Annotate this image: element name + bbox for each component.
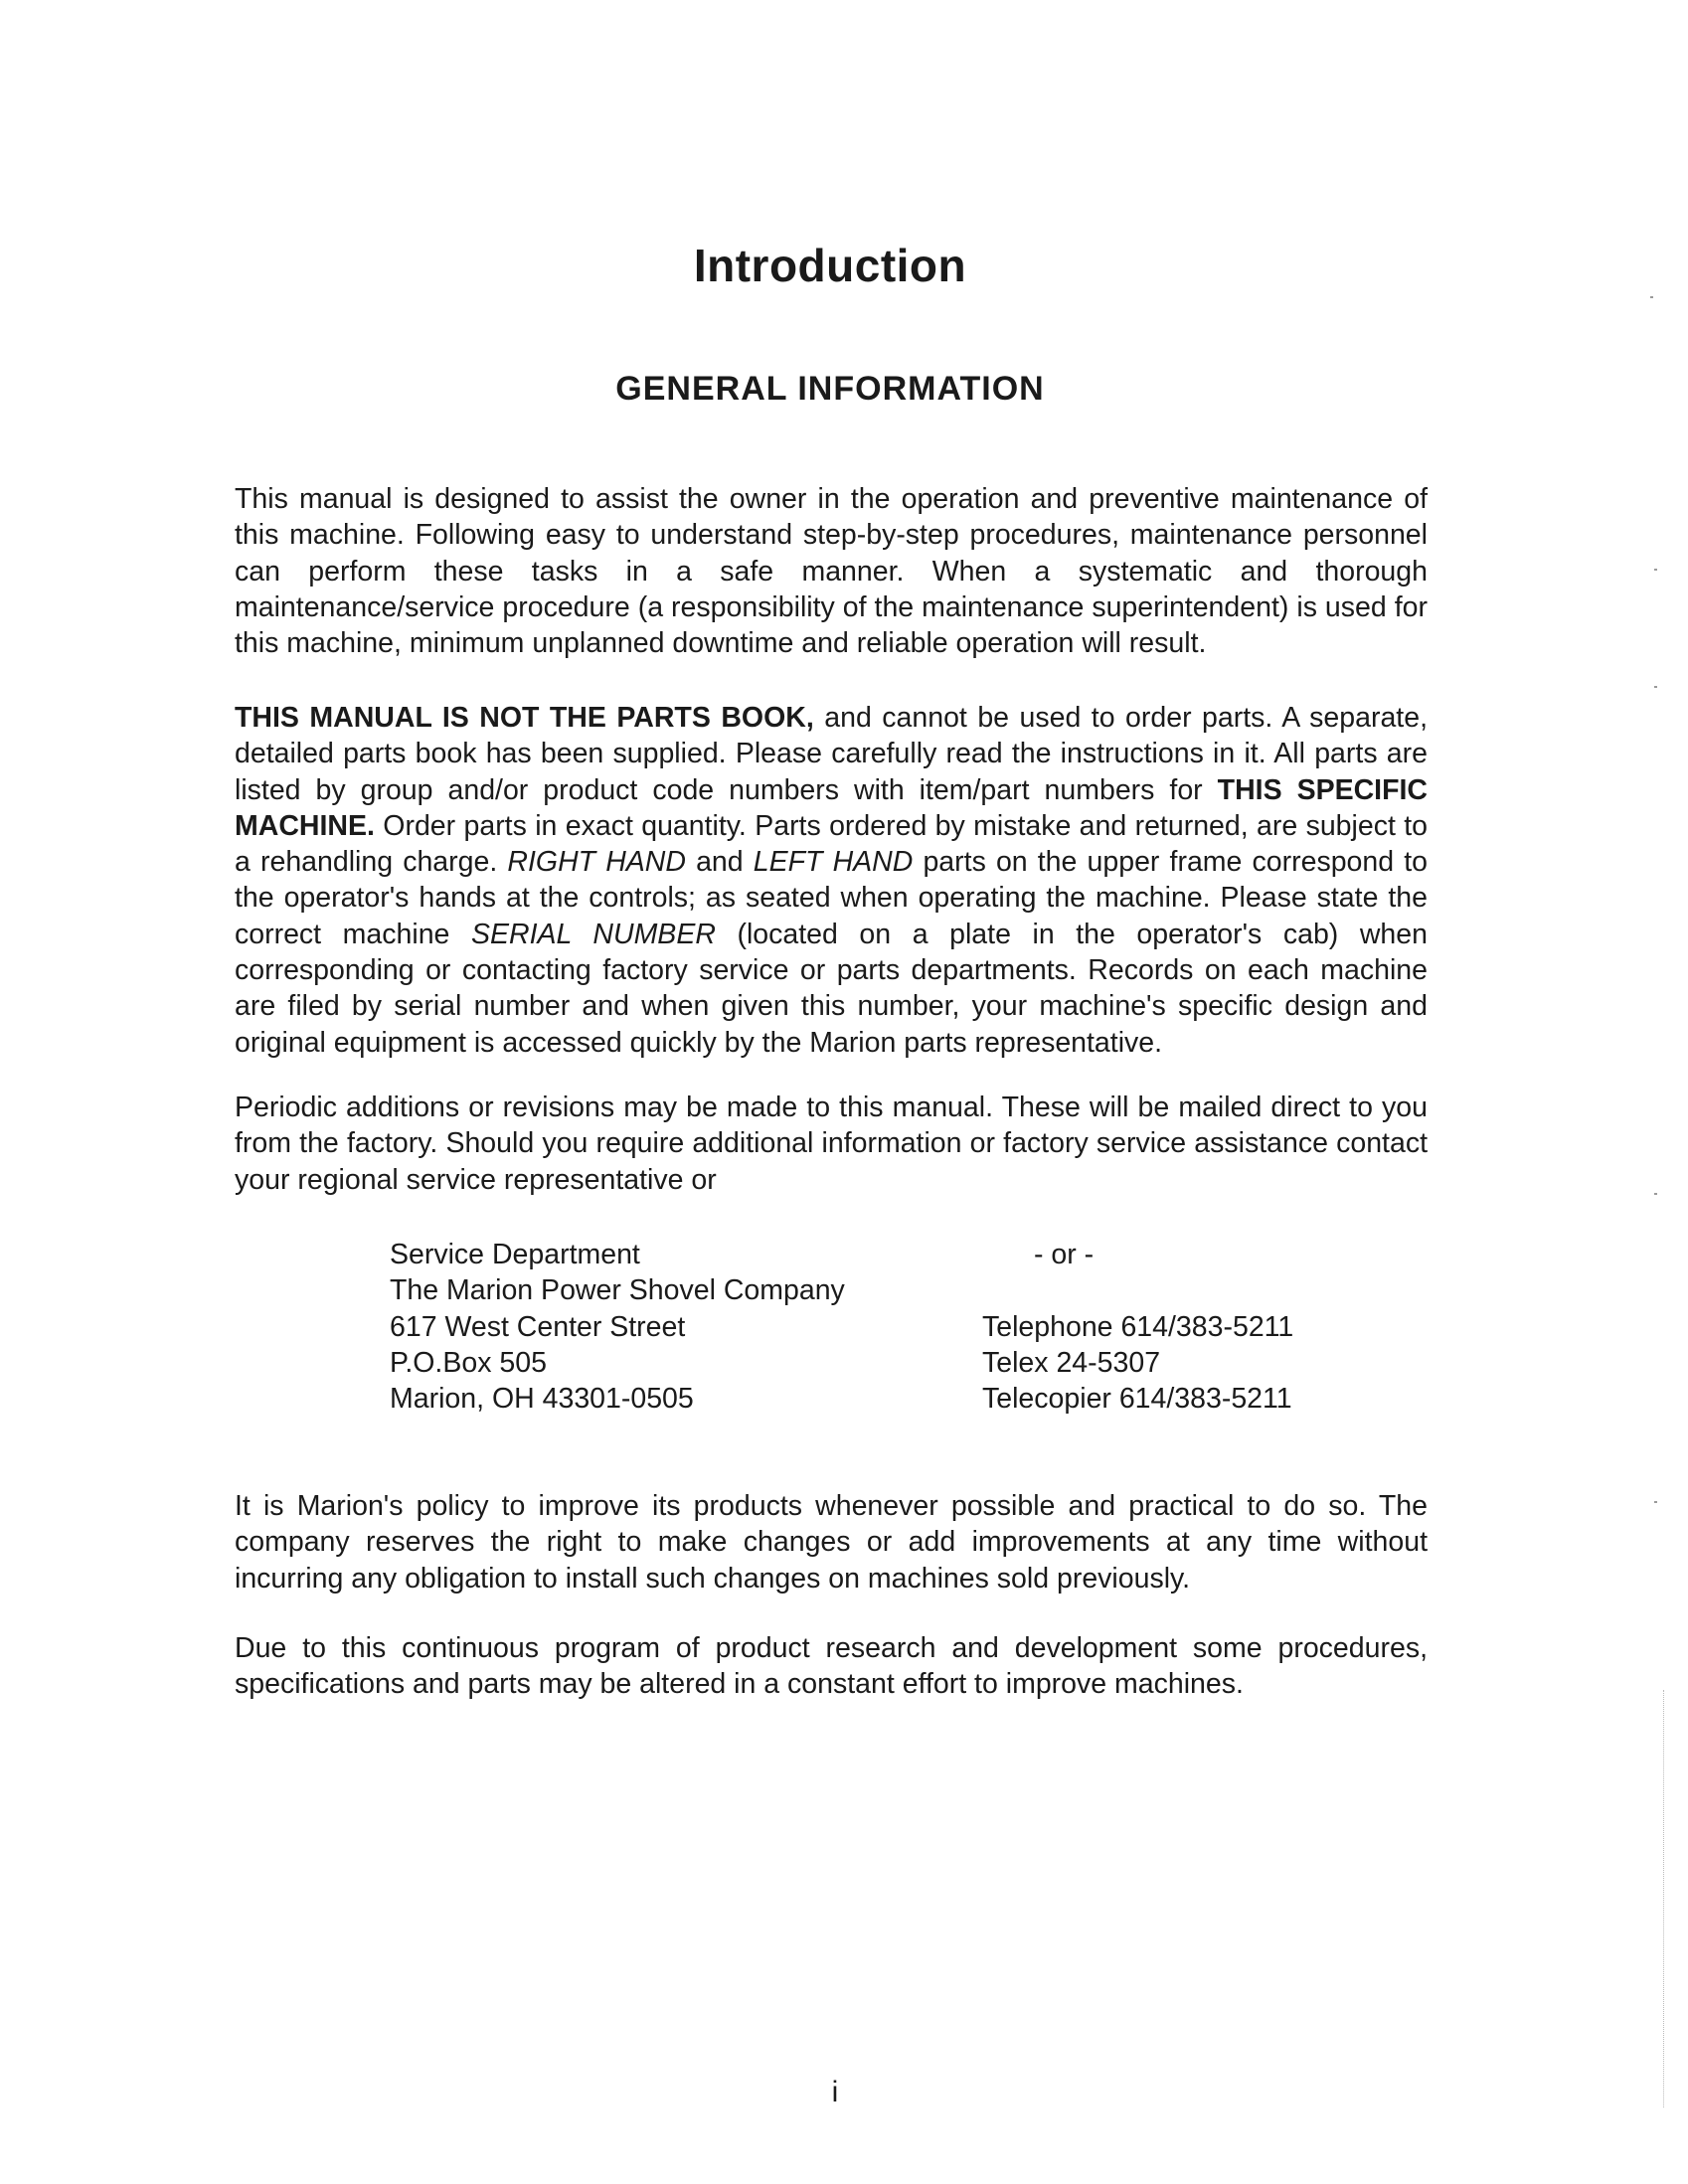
chapter-title: Introduction <box>693 240 967 291</box>
serial-number-term: SERIAL NUMBER <box>470 918 716 950</box>
page-number: i <box>831 2076 839 2108</box>
or-separator: - or - <box>1034 1239 1095 1270</box>
service-address <box>390 1237 845 1417</box>
parts-book-warning: THIS MANUAL IS NOT THE PARTS BOOK, <box>235 702 814 734</box>
paragraph-text: parts on the upper frame correspond to the operator's hands at the controls; as seated when operating the machine. Please state the correct machine <box>235 846 1428 950</box>
paragraph-text: and cannot be used to order parts. A separate, detailed parts book has been supplied. Please carefully read the instructions in it. All parts are listed by group and/or product code numbers with item/part numbers for <box>235 702 1428 806</box>
section-title: GENERAL INFORMATION <box>615 370 1045 408</box>
scan-margin-marks <box>1661 1690 1664 2107</box>
scan-speck <box>1654 686 1657 688</box>
scan-speck <box>1650 296 1653 298</box>
telephone-number: Telephone 614/383-5211 <box>982 1310 1294 1343</box>
address-line: The Marion Power Shovel Company <box>390 1274 845 1307</box>
specific-machine-emphasis: THIS SPECIFIC MACHINE. <box>235 773 1428 842</box>
address-line: 617 West Center Street <box>390 1310 686 1343</box>
paragraph-purpose: This manual is designed to assist the owner in the operation and preventive maintenance of this machine. Following easy to understand step-by-step procedures, maintenance personnel can perform these tasks in a safe manner. When a systematic and thorough maintenance/service procedure (a responsibility of the maintenance superintendent) is used for this machine, minimum unplanned downtime and reliable operation will result. <box>235 483 1428 660</box>
telex-number: Telex 24-5307 <box>982 1346 1161 1379</box>
paragraph-text: Order parts in exact quantity. Parts ordered by mistake and returned, are subject to a rehandling charge. <box>235 809 1428 879</box>
right-hand-term: RIGHT HAND <box>507 846 686 879</box>
address-line: Marion, OH 43301-0505 <box>390 1383 694 1416</box>
telecopier-number: Telecopier 614/383-5211 <box>982 1383 1292 1416</box>
left-hand-term: LEFT HAND <box>753 846 914 879</box>
scan-speck <box>1654 569 1657 571</box>
paragraph-revisions: Periodic additions or revisions may be made to this manual. These will be mailed direct to you from the factory. Should you require additional information or factory service assistance contact your regional service representative or <box>235 1092 1428 1196</box>
paragraph-policy: It is Marion's policy to improve its products whenever possible and practical to do so. The company reserves the right to make changes or add improvements at any time without incurring any obligation to install such changes on machines sold previously. <box>235 1490 1428 1595</box>
paragraph-parts-book <box>235 700 1428 1061</box>
paragraph-text: and <box>685 846 754 879</box>
scan-speck <box>1654 1193 1657 1195</box>
address-line: P.O.Box 505 <box>390 1346 547 1379</box>
paragraph-research: Due to this continuous program of product research and development some procedures, specifications and parts may be altered in a constant effort to improve machines. <box>235 1632 1428 1701</box>
contact-numbers <box>982 1237 1293 1417</box>
address-line: Service Department <box>390 1239 640 1270</box>
paragraph-text: (located on a plate in the operator's cab) when corresponding or contacting factory service or parts departments. Records on each machine are filed by serial number and when given this number, your machine's specific design and original equipment is accessed quickly by the Marion parts representative. <box>235 918 1428 1059</box>
scan-speck <box>1654 1501 1657 1503</box>
